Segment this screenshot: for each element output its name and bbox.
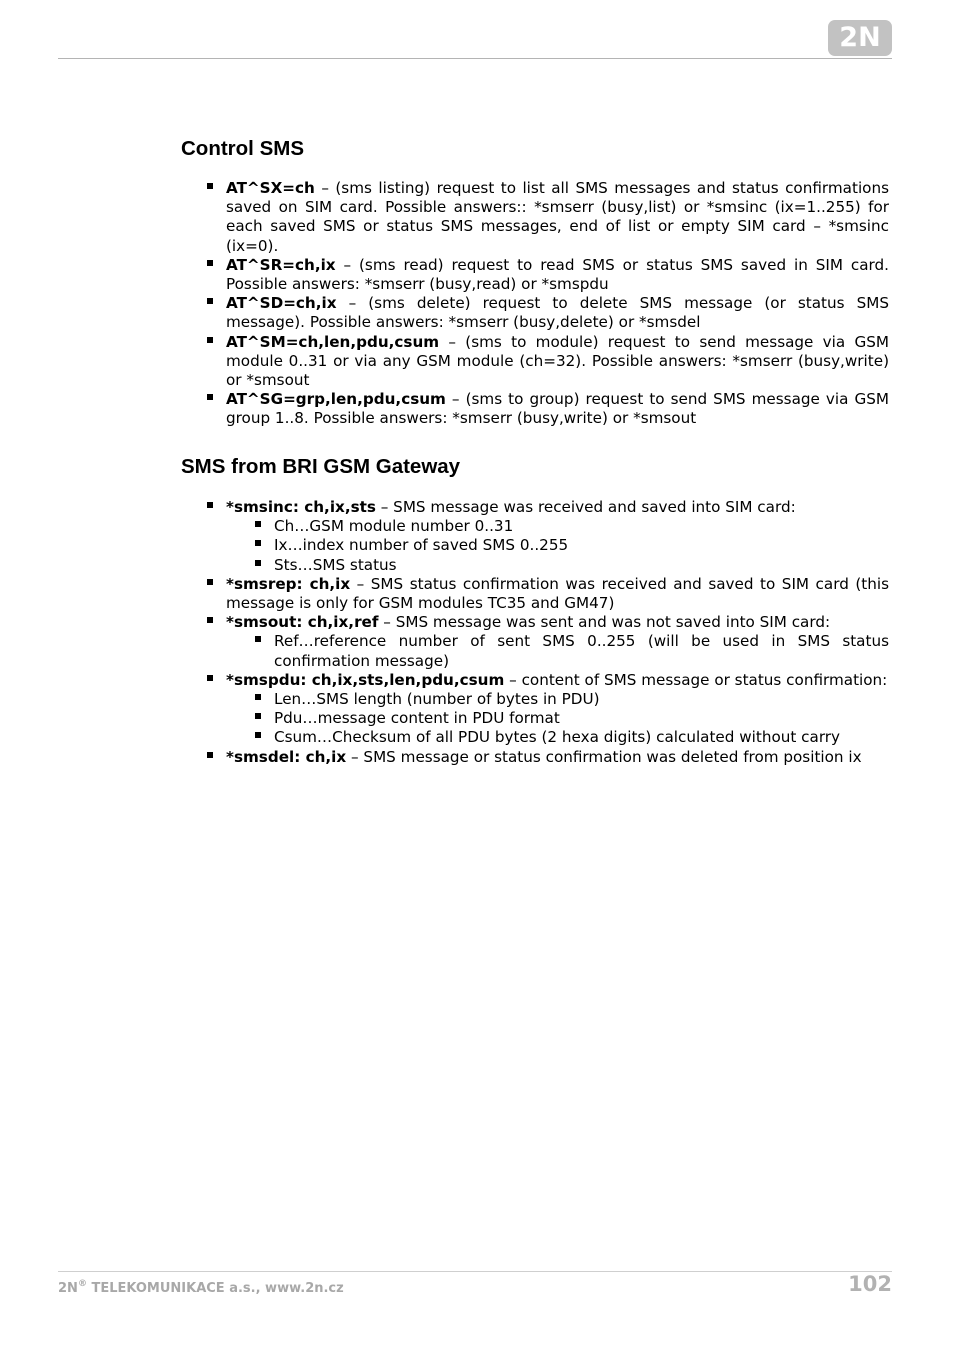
footer-company-prefix: 2N <box>58 1281 78 1296</box>
list-item <box>226 333 889 391</box>
footer-divider <box>58 1271 892 1272</box>
section-title-control-sms: Control SMS <box>181 137 304 160</box>
parameter-item: Ch…GSM module number 0..31 <box>274 517 889 536</box>
message-description: – SMS message was received and saved into SIM card: <box>375 498 796 516</box>
message-name: *smsinc: ch,ix,sts <box>226 498 376 516</box>
parameter-list <box>226 632 889 670</box>
command-description: – (sms delete) request to delete SMS message (or status SMS message). Possible answers: *smserr (busy,delete) or *smsdel <box>226 294 889 332</box>
section-title-sms-from-gateway: SMS from BRI GSM Gateway <box>181 455 461 478</box>
list-item <box>226 748 889 767</box>
list-item <box>226 613 889 671</box>
list-item <box>226 498 889 575</box>
brand-logo: 2N <box>828 20 892 56</box>
message-description: – content of SMS message or status confirmation: <box>504 670 888 689</box>
command-description: – (sms to module) request to send message via GSM module 0..31 or via any GSM module (ch=32). Possible answers: *smserr (busy,write) or *smsout <box>226 332 889 390</box>
command-name: AT^SD=ch,ix <box>226 294 337 313</box>
footer-company <box>58 1279 344 1296</box>
command-name: AT^SX=ch <box>226 179 315 197</box>
page-number: 102 <box>848 1272 892 1296</box>
list-item <box>226 390 889 428</box>
list-item <box>226 256 889 294</box>
message-name: *smsrep: ch,ix <box>226 574 351 593</box>
list-item <box>226 671 889 748</box>
registered-mark: ® <box>77 1279 87 1289</box>
command-description: – (sms read) request to read SMS or status SMS saved in SIM card. Possible answers: *smserr (busy,read) or *smspdu <box>226 255 889 294</box>
message-name: *smsdel: ch,ix <box>226 747 347 766</box>
list-item <box>226 179 889 256</box>
message-description: – SMS message or status confirmation was deleted from position ix <box>346 747 862 766</box>
list-item <box>226 294 889 332</box>
command-name: AT^SR=ch,ix <box>226 255 336 274</box>
parameter-item: Ref…reference number of sent SMS 0..255 (will be used in SMS status confirmation message) <box>274 632 889 670</box>
parameter-item: Ix…index number of saved SMS 0..255 <box>274 536 889 555</box>
parameter-item: Sts…SMS status <box>274 556 889 575</box>
list-item <box>226 575 889 613</box>
gateway-sms-list <box>226 498 889 767</box>
message-name: *smspdu: ch,ix,sts,len,pdu,csum <box>226 670 505 689</box>
parameter-list <box>226 517 889 575</box>
message-description: – SMS status confirmation was received and saved to SIM card (this message is only for GSM modules TC35 and GM47) <box>226 574 889 613</box>
footer-company-text: TELEKOMUNIKACE a.s., www.2n.cz <box>86 1281 344 1296</box>
parameter-item: Pdu…message content in PDU format <box>274 709 889 728</box>
control-sms-list <box>226 179 889 429</box>
parameter-item: Csum…Checksum of all PDU bytes (2 hexa digits) calculated without carry <box>274 728 889 747</box>
command-description: – (sms listing) request to list all SMS messages and status confirmations saved on SIM card. Possible answers:: *smserr (busy,list) or *smsinc (ix=1..255) for each saved SMS or status SMS messages, end of list or empty SIM card – *smsinc (ix=0). <box>226 179 889 255</box>
message-name: *smsout: ch,ix,ref <box>226 613 379 632</box>
parameter-item: Len…SMS length (number of bytes in PDU) <box>274 690 889 709</box>
message-description: – SMS message was sent and was not saved into SIM card: <box>378 613 831 632</box>
command-name: AT^SG=grp,len,pdu,csum <box>226 390 446 409</box>
command-description: – (sms to group) request to send SMS message via GSM group 1..8. Possible answers: *smserr (busy,write) or *smsout <box>226 390 889 428</box>
parameter-list <box>226 690 889 748</box>
command-name: AT^SM=ch,len,pdu,csum <box>226 332 440 351</box>
header-divider <box>58 58 892 59</box>
